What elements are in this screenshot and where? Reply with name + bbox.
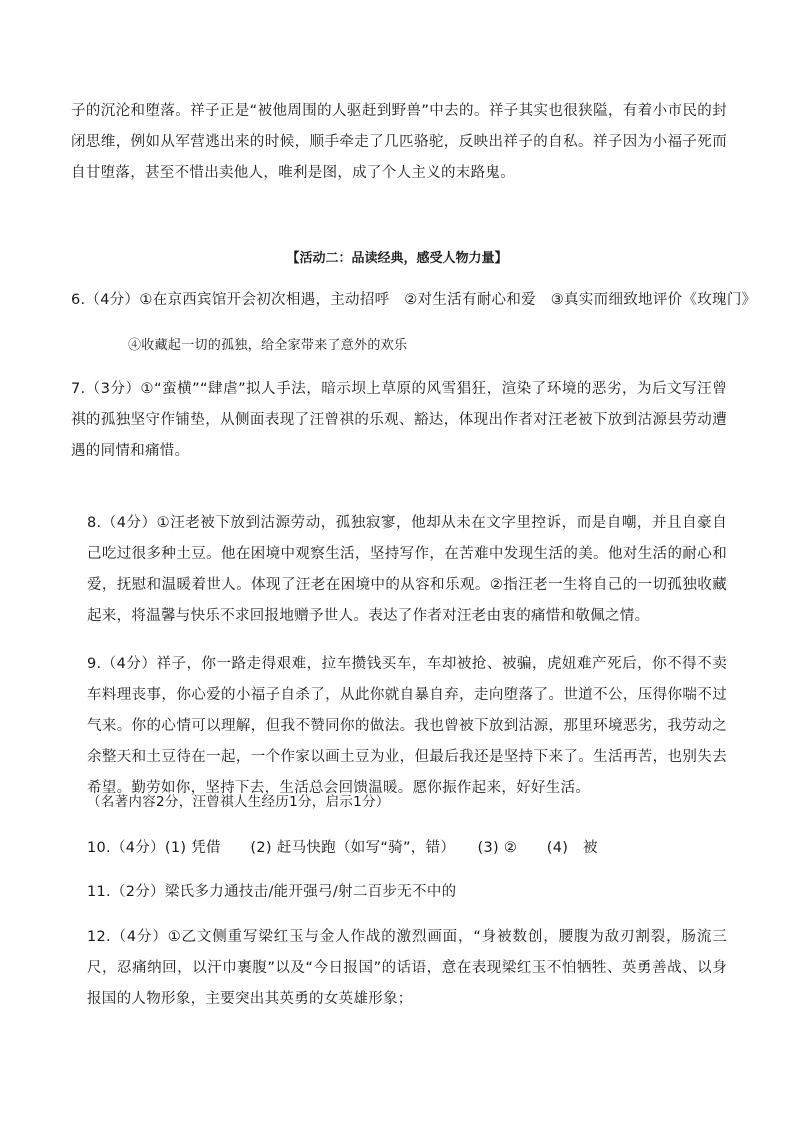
answer-7: 7.（3分）①“蛮横”“肆虐”拟人手法，暗示坝上草原的风雪猖狂，渲染了环境的恶劣，为后文写汪曾祺的孤独坚守作铺垫，从侧面表现了汪曾祺的乐观、豁达，体现出作者对汪老被下放到沽源县劳动遭遇的同情和痛惜。 xyxy=(71,381,727,459)
answer-8: 8.（4分）①汪老被下放到沽源劳动，孤独寂寥，他却从未在文字里控诉，而是自嘲，并且自豪自己吃过很多种土豆。他在困境中观察生活，坚持写作，在苦难中发现生活的美。他对生活的耐心和爱，抚慰和温暖着世人。体现了汪老在困境中的从容和乐观。②指汪老一生将自己的一切孤独收藏起来，将温馨与快乐不求回报地赠予世人。表达了作者对汪老由衷的痛惜和敬佩之情。 xyxy=(87,515,727,624)
answer-9: 9.（4分）祥子，你一路走得艰难，拉车攒钱买车，车却被抢、被骗，虎妞难产死后，你不得不卖车料理丧事，你心爱的小福子自杀了，从此你就自暴自弃，走向堕落了。世道不公，压得你喘不过气来。你的心情可以理解，但我不赞同你的做法。我也曾被下放到沽源，那里环境恶劣，我劳动之余整天和土豆待在一起，一个作家以画土豆为业，但最后我还是坚持下来了。生活再苦，也别失去希望。勤劳如你，坚持下去，生活总会回馈温暖。愿你振作起来，好好生活。 xyxy=(87,656,727,796)
answer-9-scoring-note: （名著内容2分，汪曾祺人生经历1分，启示1分） xyxy=(87,794,390,810)
section-heading: 【活动二：品读经典，感受人物力量】 xyxy=(286,251,508,266)
intro-paragraph: 子的沉沦和堕落。祥子正是“被他周围的人驱赶到野兽”中去的。祥子其实也很狭隘，有着小市民的封闭思维，例如从军营逃出来的时候，顺手牵走了几匹骆驼，反映出祥子的自私。祥子因为小福子死而自甘堕落，甚至不惜出卖他人，唯利是图，成了个人主义的末路鬼。 xyxy=(71,103,727,181)
answer-11: 11.（2分）梁氏多力通技击/能开强弓/射二百步无不中的 xyxy=(87,884,457,900)
answer-12: 12.（4分）①乙文侧重写梁红玉与金人作战的激烈画面，“身被数创，腰腹为敌刃割裂，肠流三尺，忍痛纳回，以汗巾裹腹”以及“今日报国”的话语，意在表现梁红玉不怕牺牲、英勇善战、以身报国的人物形象，主要突出其英勇的女英雄形象； xyxy=(87,929,727,1007)
answer-6-continued: ④收藏起一切的孤独，给全家带来了意外的欢乐 xyxy=(128,338,408,353)
answer-6: 6.（4分）①在京西宾馆开会初次相遇，主动招呼 ②对生活有耐心和爱 ③真实而细致地评价《玫瑰门》 xyxy=(71,292,757,308)
answer-10: 10.（4分）(1) 凭借 (2) 赶马快跑（如写“骑”，错） (3) ② (4) 被 xyxy=(87,840,598,856)
